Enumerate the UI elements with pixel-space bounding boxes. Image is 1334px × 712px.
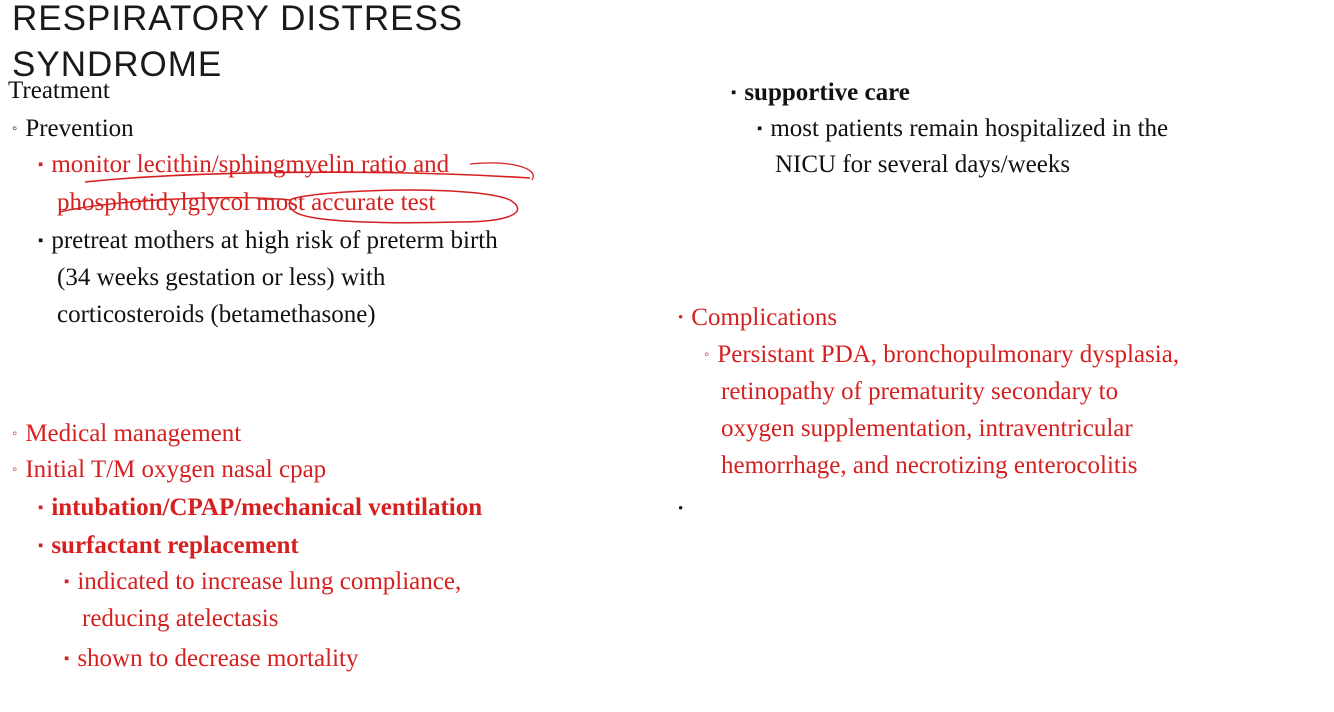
title-line-1: RESPIRATORY DISTRESS (12, 0, 464, 38)
medical-management-label: Medical management (25, 420, 242, 447)
medical-management-item (12, 415, 241, 453)
title-line-2: SYNDROME (12, 45, 223, 84)
shown-label: shown to decrease mortality (77, 645, 359, 672)
complications-item (678, 299, 837, 337)
monitor-line-1: monitor lecithin/sphingmyelin ratio and (51, 151, 450, 178)
square-bullet-icon: ▪ (38, 233, 44, 249)
shown-item (64, 640, 359, 678)
square-bullet-icon: ▪ (38, 538, 44, 554)
circle-bullet-icon: ◦ (12, 426, 18, 442)
initial-item (12, 451, 326, 489)
square-bullet-icon: ▪ (757, 121, 763, 137)
dot-bullet-icon: • (678, 501, 684, 517)
persistant-line-1: Persistant PDA, bronchopulmonary dysplasia, (717, 341, 1180, 368)
indicated-line-1: indicated to increase lung compliance, (77, 568, 462, 595)
supportive-care-item (731, 74, 910, 112)
square-bullet-icon: ▪ (731, 85, 737, 101)
empty-bullet (678, 490, 691, 528)
monitor-line-2: phosphotidylglycol most accurate test (57, 189, 436, 216)
surfactant-item (38, 527, 299, 565)
persistant-line-4: hemorrhage, and necrotizing enterocolitis (721, 452, 1138, 479)
square-bullet-icon: ▪ (64, 651, 70, 667)
monitor-item (38, 146, 449, 184)
most-patients-line-1: most patients remain hospitalized in the (770, 115, 1169, 142)
square-bullet-icon: ▪ (38, 157, 44, 173)
surfactant-label: surfactant replacement (51, 532, 299, 559)
pretreat-line-3: corticosteroids (betamethasone) (57, 301, 376, 328)
most-patients-item (757, 110, 1168, 148)
initial-label: Initial T/M oxygen nasal cpap (25, 456, 327, 483)
prevention-item (12, 110, 134, 148)
persistant-line-2: retinopathy of prematurity secondary to (721, 378, 1119, 405)
circle-bullet-icon: ◦ (704, 347, 710, 363)
square-bullet-icon: ▪ (64, 574, 70, 590)
indicated-line-2: reducing atelectasis (82, 605, 279, 632)
prevention-label: Prevention (25, 115, 134, 142)
persistant-line-3: oxygen supplementation, intraventricular (721, 415, 1133, 442)
intubation-item (38, 489, 482, 527)
persistant-item (704, 336, 1179, 374)
treatment-heading: Treatment (8, 77, 110, 104)
supportive-care-label: supportive care (744, 79, 910, 106)
pretreat-line-2: (34 weeks gestation or less) with (57, 264, 386, 291)
pretreat-line-1: pretreat mothers at high risk of preterm birth (51, 227, 498, 254)
most-patients-line-2: NICU for several days/weeks (775, 151, 1071, 178)
circle-bullet-icon: ◦ (12, 121, 18, 137)
pretreat-item (38, 222, 498, 260)
complications-label: Complications (691, 304, 838, 331)
square-bullet-icon: ▪ (38, 500, 44, 516)
indicated-item (64, 563, 461, 601)
intubation-label: intubation/CPAP/mechanical ventilation (51, 494, 483, 521)
dot-bullet-icon: • (678, 310, 684, 326)
circle-bullet-icon: ◦ (12, 462, 18, 478)
